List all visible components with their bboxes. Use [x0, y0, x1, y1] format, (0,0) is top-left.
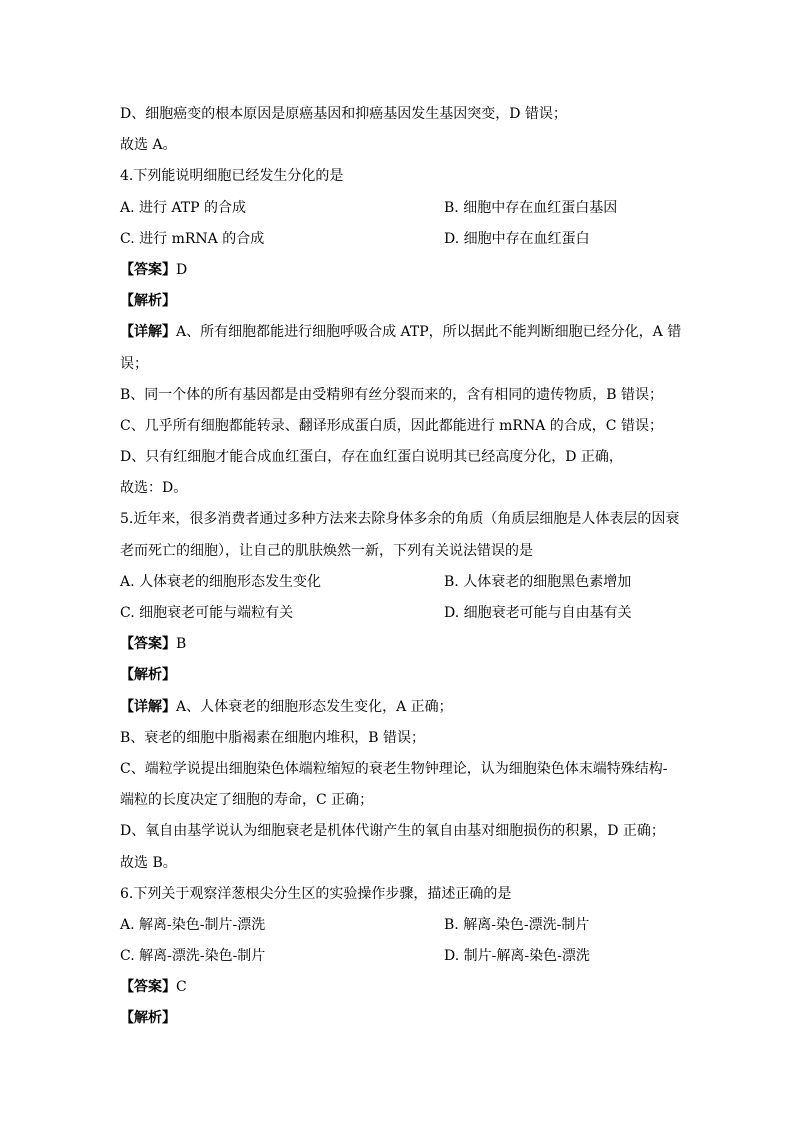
text-line: 6.下列关于观察洋葱根尖分生区的实验操作步骤，描述正确的是 — [120, 885, 512, 902]
answer-value: B — [176, 636, 187, 653]
answer-label: 【答案】 — [120, 979, 176, 996]
answer-line — [120, 255, 680, 286]
option-row — [120, 567, 680, 598]
detail-line — [120, 317, 680, 348]
answer-value: C — [176, 979, 187, 996]
option-left: C. 解离-漂洗-染色-制片 — [120, 948, 266, 965]
answer-value: D — [176, 261, 188, 278]
section-heading: 【解析】 — [120, 293, 176, 310]
option-row — [120, 224, 680, 255]
option-row — [120, 941, 680, 972]
option-right: B. 细胞中存在血红蛋白基因 — [444, 199, 618, 216]
option-row — [120, 910, 680, 941]
text-line: 故选 A。 — [120, 137, 177, 154]
option-right: D. 制片-解离-染色-漂洗 — [444, 948, 590, 965]
detail-text: A、所有细胞都能进行细胞呼吸合成 ATP，所以据此不能判断细胞已经分化，A 错 — [176, 324, 682, 341]
option-right: B. 解离-染色-漂洗-制片 — [444, 916, 590, 933]
option-left: C. 进行 mRNA 的合成 — [120, 230, 265, 247]
text-line: B、同一个体的所有基因都是由受精卵有丝分裂而来的，含有相同的遗传物质，B 错误； — [120, 386, 664, 403]
detail-line — [120, 692, 680, 723]
option-right: D. 细胞中存在血红蛋白 — [444, 230, 590, 247]
option-row — [120, 193, 680, 224]
section-heading: 【解析】 — [120, 1010, 176, 1027]
answer-label: 【答案】 — [120, 261, 176, 278]
text-line: 5.近年来，很多消费者通过多种方法来去除身体多余的角质（角质层细胞是人体表层的因衰 — [120, 511, 680, 528]
answer-line — [120, 629, 680, 660]
detail-text: A、人体衰老的细胞形态发生变化，A 正确； — [176, 698, 453, 715]
option-row — [120, 598, 680, 629]
text-line: 老而死亡的细胞），让自己的肌肤焕然一新，下列有关说法错误的是 — [120, 542, 533, 559]
text-line: C、端粒学说提出细胞染色体端粒缩短的衰老生物钟理论，认为细胞染色体末端特殊结构- — [120, 760, 668, 777]
text-line: 4.下列能说明细胞已经发生分化的是 — [120, 168, 344, 185]
option-left: A. 人体衰老的细胞形态发生变化 — [120, 573, 322, 590]
detail-label: 【详解】 — [120, 324, 176, 341]
section-heading: 【解析】 — [120, 667, 176, 684]
option-left: A. 进行 ATP 的合成 — [120, 199, 247, 216]
answer-line — [120, 972, 680, 1003]
document-page — [120, 99, 680, 1035]
text-line: 误； — [120, 355, 148, 372]
text-line: 故选 B。 — [120, 854, 177, 871]
option-left: A. 解离-染色-制片-漂洗 — [120, 916, 266, 933]
answer-label: 【答案】 — [120, 636, 176, 653]
option-right: D. 细胞衰老可能与自由基有关 — [444, 605, 632, 621]
text-line: C、几乎所有细胞都能转录、翻译形成蛋白质，因此都能进行 mRNA 的合成，C 错误； — [120, 417, 663, 434]
text-line: D、细胞癌变的根本原因是原癌基因和抑癌基因发生基因突变，D 错误； — [120, 106, 567, 122]
text-line: D、只有红细胞才能合成血红蛋白，存在血红蛋白说明其已经高度分化，D 正确， — [120, 449, 623, 466]
text-line: B、衰老的细胞中脂褐素在细胞内堆积，B 错误； — [120, 729, 426, 746]
text-line: D、氧自由基学说认为细胞衰老是机体代谢产生的氧自由基对细胞损伤的积累，D 正确； — [120, 823, 665, 840]
option-right: B. 人体衰老的细胞黑色素增加 — [444, 573, 632, 590]
detail-label: 【详解】 — [120, 698, 176, 715]
text-line: 故选：D。 — [120, 480, 188, 497]
text-line: 端粒的长度决定了细胞的寿命，C 正确； — [120, 792, 374, 809]
option-left: C. 细胞衰老可能与端粒有关 — [120, 605, 294, 621]
